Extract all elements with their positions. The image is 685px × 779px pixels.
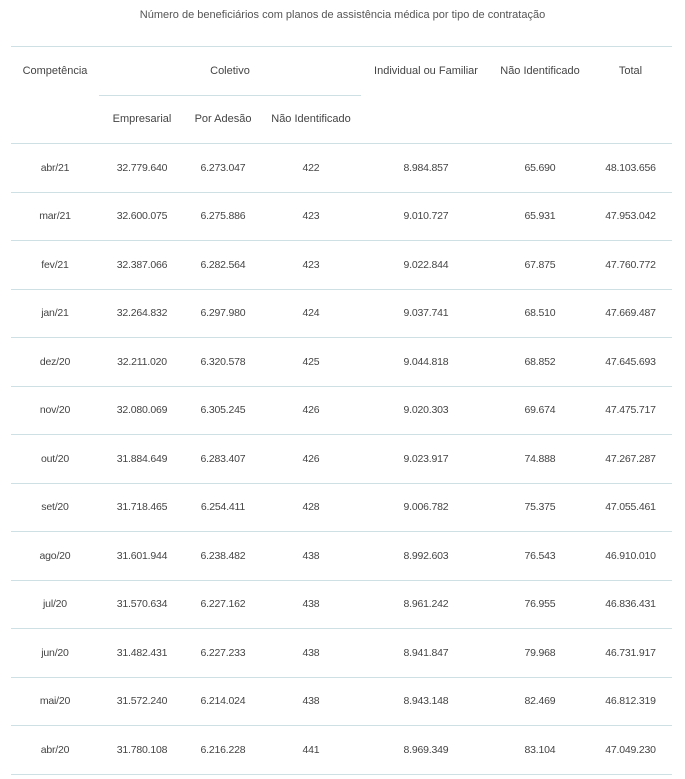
cell-total: 47.760.772 [589,241,672,290]
cell-individual: 9.020.303 [361,386,491,435]
cell-nao-identificado: 68.852 [491,338,589,387]
cell-individual: 9.037.741 [361,289,491,338]
cell-empresarial: 31.884.649 [99,435,185,484]
table-row [11,629,672,678]
cell-empresarial: 31.601.944 [99,532,185,581]
cell-total: 47.669.487 [589,289,672,338]
cell-nao-identificado-coletivo: 426 [261,435,361,484]
cell-nao-identificado-coletivo: 422 [261,144,361,193]
coletivo-divider [99,95,361,96]
cell-total: 46.812.319 [589,677,672,726]
cell-total: 47.645.693 [589,338,672,387]
cell-total: 47.055.461 [589,483,672,532]
table-row [11,386,672,435]
cell-nao-identificado: 74.888 [491,435,589,484]
cell-total: 47.475.717 [589,386,672,435]
cell-nao-identificado: 65.690 [491,144,589,193]
cell-por-adesao: 6.282.564 [185,241,261,290]
header-nao-identificado-coletivo: Não Identificado [261,95,361,144]
header-total: Total [618,65,643,77]
table-caption: Número de beneficiários com planos de assistência médica por tipo de contratação [139,9,546,21]
cell-individual: 8.992.603 [361,532,491,581]
cell-nao-identificado-coletivo: 424 [261,289,361,338]
cell-individual: 8.943.148 [361,677,491,726]
cell-nao-identificado-coletivo: 428 [261,483,361,532]
cell-por-adesao: 6.273.047 [185,144,261,193]
cell-empresarial: 31.718.465 [99,483,185,532]
header-nao-identificado: Não Identificado [500,65,580,77]
cell-nao-identificado: 76.955 [491,580,589,629]
header-blank [589,95,672,144]
header-individual: Individual ou Familiar [374,65,478,77]
cell-nao-identificado: 75.375 [491,483,589,532]
cell-empresarial: 31.780.108 [99,726,185,775]
cell-total: 46.731.917 [589,629,672,678]
cell-competencia: mar/21 [11,192,99,241]
cell-nao-identificado-coletivo: 438 [261,629,361,678]
header-blank [361,95,491,144]
cell-por-adesao: 6.297.980 [185,289,261,338]
cell-nao-identificado-coletivo: 425 [261,338,361,387]
cell-competencia: mai/20 [11,677,99,726]
header-blank [11,95,99,144]
cell-total: 46.910.010 [589,532,672,581]
cell-competencia: ago/20 [11,532,99,581]
cell-individual: 8.961.242 [361,580,491,629]
cell-competencia: jun/20 [11,629,99,678]
cell-por-adesao: 6.238.482 [185,532,261,581]
beneficiaries-table [11,46,672,775]
cell-individual: 9.022.844 [361,241,491,290]
cell-nao-identificado-coletivo: 438 [261,580,361,629]
table-row [11,435,672,484]
cell-nao-identificado: 79.968 [491,629,589,678]
cell-competencia: out/20 [11,435,99,484]
header-coletivo [99,47,361,96]
cell-total: 48.103.656 [589,144,672,193]
cell-por-adesao: 6.283.407 [185,435,261,484]
table-row [11,192,672,241]
cell-nao-identificado-coletivo: 438 [261,532,361,581]
table-row [11,532,672,581]
cell-individual: 8.941.847 [361,629,491,678]
cell-por-adesao: 6.254.411 [185,483,261,532]
cell-total: 47.049.230 [589,726,672,775]
cell-total: 46.836.431 [589,580,672,629]
cell-nao-identificado: 67.875 [491,241,589,290]
cell-nao-identificado: 69.674 [491,386,589,435]
header-empresarial: Empresarial [99,95,185,144]
cell-empresarial: 31.570.634 [99,580,185,629]
cell-competencia: abr/21 [11,144,99,193]
table-row [11,289,672,338]
cell-competencia: jul/20 [11,580,99,629]
cell-empresarial: 32.387.066 [99,241,185,290]
cell-individual: 9.006.782 [361,483,491,532]
cell-nao-identificado-coletivo: 441 [261,726,361,775]
cell-empresarial: 32.600.075 [99,192,185,241]
cell-nao-identificado: 83.104 [491,726,589,775]
cell-empresarial: 31.482.431 [99,629,185,678]
cell-por-adesao: 6.227.233 [185,629,261,678]
cell-competencia: dez/20 [11,338,99,387]
cell-nao-identificado: 65.931 [491,192,589,241]
cell-competencia: fev/21 [11,241,99,290]
cell-nao-identificado-coletivo: 438 [261,677,361,726]
header-blank [491,95,589,144]
cell-por-adesao: 6.275.886 [185,192,261,241]
cell-por-adesao: 6.320.578 [185,338,261,387]
cell-por-adesao: 6.214.024 [185,677,261,726]
cell-por-adesao: 6.305.245 [185,386,261,435]
cell-nao-identificado-coletivo: 423 [261,241,361,290]
table-row [11,580,672,629]
table-row [11,144,672,193]
cell-individual: 9.023.917 [361,435,491,484]
cell-empresarial: 31.572.240 [99,677,185,726]
cell-nao-identificado-coletivo: 426 [261,386,361,435]
cell-competencia: set/20 [11,483,99,532]
table-row [11,726,672,775]
cell-total: 47.267.287 [589,435,672,484]
cell-competencia: nov/20 [11,386,99,435]
header-por-adesao: Por Adesão [185,95,261,144]
cell-por-adesao: 6.216.228 [185,726,261,775]
cell-competencia: jan/21 [11,289,99,338]
cell-individual: 8.984.857 [361,144,491,193]
table-row [11,483,672,532]
cell-individual: 9.044.818 [361,338,491,387]
header-competencia: Competência [22,65,88,77]
cell-nao-identificado-coletivo: 423 [261,192,361,241]
header-coletivo-label: Coletivo [210,65,250,77]
cell-por-adesao: 6.227.162 [185,580,261,629]
cell-competencia: abr/20 [11,726,99,775]
cell-empresarial: 32.080.069 [99,386,185,435]
header-row-top [11,47,672,96]
header-row-sub [11,95,672,144]
cell-individual: 8.969.349 [361,726,491,775]
table-row [11,338,672,387]
cell-total: 47.953.042 [589,192,672,241]
cell-empresarial: 32.264.832 [99,289,185,338]
cell-empresarial: 32.211.020 [99,338,185,387]
cell-individual: 9.010.727 [361,192,491,241]
table-row [11,677,672,726]
table-row [11,241,672,290]
cell-nao-identificado: 76.543 [491,532,589,581]
cell-nao-identificado: 68.510 [491,289,589,338]
cell-nao-identificado: 82.469 [491,677,589,726]
cell-empresarial: 32.779.640 [99,144,185,193]
